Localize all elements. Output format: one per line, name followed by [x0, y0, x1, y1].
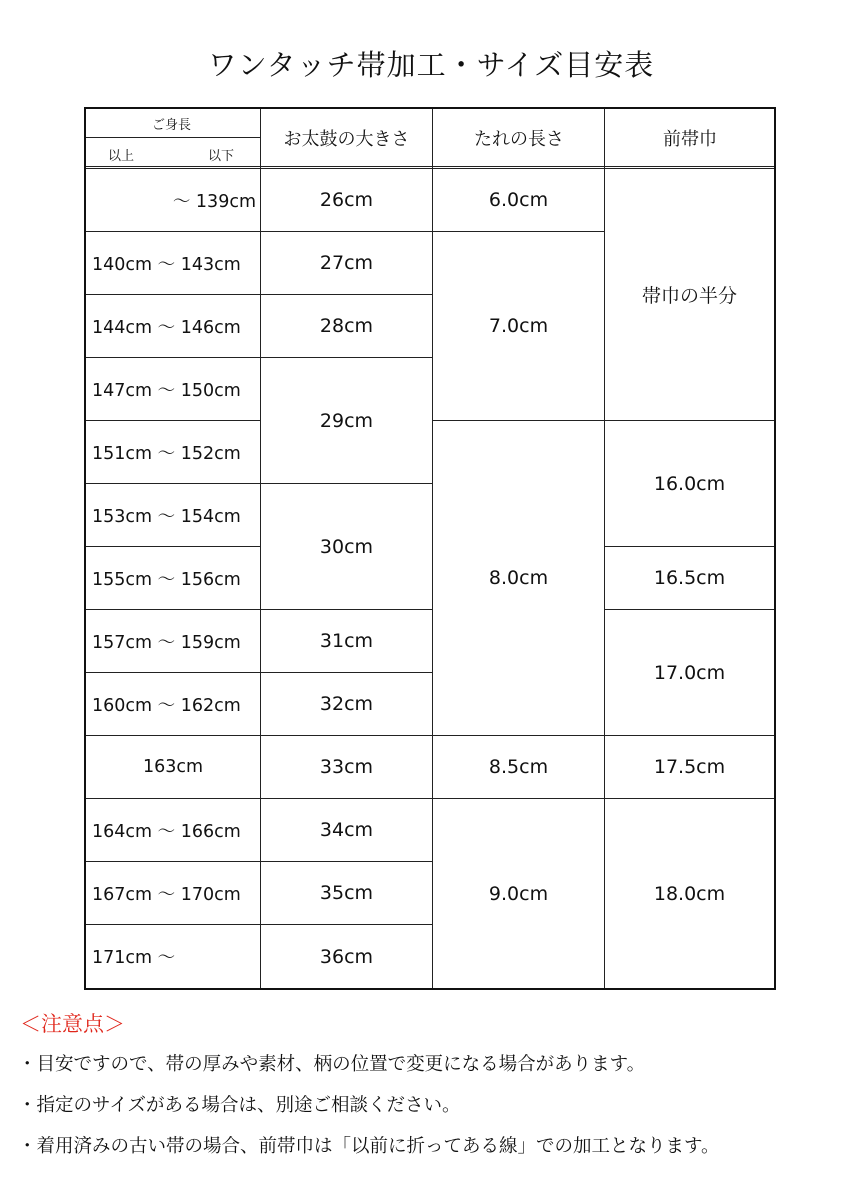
maeobi-cell: 18.0cm — [605, 799, 774, 988]
notes-section — [18, 1008, 858, 1167]
height-header-label: ご身長 — [152, 118, 192, 133]
otaiko-header: お太鼓の大きさ — [261, 109, 432, 166]
height-range-cell: ～ 139cm — [86, 169, 260, 231]
from-header-label: 以上 — [108, 149, 135, 164]
maeobi-cell: 16.5cm — [605, 547, 774, 609]
height-range-cell: 171cm ～ — [86, 925, 260, 988]
tare-cell: 6.0cm — [433, 169, 604, 231]
height-range-cell: 140cm ～ 143cm — [86, 232, 260, 294]
otaiko-cell: 30cm — [261, 484, 432, 609]
size-table — [84, 107, 776, 990]
tare-cell: 7.0cm — [433, 232, 604, 420]
height-range-cell: 144cm ～ 146cm — [86, 295, 260, 357]
otaiko-cell: 28cm — [261, 295, 432, 357]
otaiko-cell: 32cm — [261, 673, 432, 735]
height-range-cell: 164cm ～ 166cm — [86, 799, 260, 861]
maeobi-cell: 16.0cm — [605, 421, 774, 546]
tare-cell: 8.0cm — [433, 421, 604, 735]
otaiko-cell: 34cm — [261, 799, 432, 861]
height-range-cell: 147cm ～ 150cm — [86, 358, 260, 420]
page-title: ワンタッチ帯加工・サイズ目安表 — [207, 48, 655, 82]
tare-cell: 8.5cm — [433, 736, 604, 798]
height-range-cell: 160cm ～ 162cm — [86, 673, 260, 735]
height-range-cell: 151cm ～ 152cm — [86, 421, 260, 483]
note-item: ・指定のサイズがある場合は、別途ご相談ください。 — [18, 1095, 461, 1116]
otaiko-cell: 36cm — [261, 925, 432, 988]
height-range-cell: 153cm ～ 154cm — [86, 484, 260, 546]
tare-header: たれの長さ — [434, 109, 604, 166]
maeobi-cell: 17.5cm — [605, 736, 774, 798]
to-header-label: 以下 — [208, 149, 235, 164]
tare-cell: 9.0cm — [433, 799, 604, 988]
otaiko-cell: 26cm — [261, 169, 432, 231]
maeobi-header: 前帯巾 — [606, 109, 774, 166]
otaiko-cell: 31cm — [261, 610, 432, 672]
maeobi-cell: 17.0cm — [605, 610, 774, 735]
maeobi-cell: 帯巾の半分 — [605, 169, 774, 420]
otaiko-cell: 35cm — [261, 862, 432, 924]
height-range-cell: 167cm ～ 170cm — [86, 862, 260, 924]
notes-title: ＜注意点＞ — [20, 1012, 125, 1036]
note-item: ・着用済みの古い帯の場合、前帯巾は「以前に折ってある線」での加工となります。 — [18, 1136, 720, 1157]
otaiko-cell: 27cm — [261, 232, 432, 294]
height-range-cell: 155cm ～ 156cm — [86, 547, 260, 609]
note-item: ・目安ですので、帯の厚みや素材、柄の位置で変更になる場合があります。 — [18, 1054, 646, 1075]
height-range-cell: 163cm — [86, 736, 260, 798]
height-range-cell: 157cm ～ 159cm — [86, 610, 260, 672]
otaiko-cell: 29cm — [261, 358, 432, 483]
otaiko-cell: 33cm — [261, 736, 432, 798]
